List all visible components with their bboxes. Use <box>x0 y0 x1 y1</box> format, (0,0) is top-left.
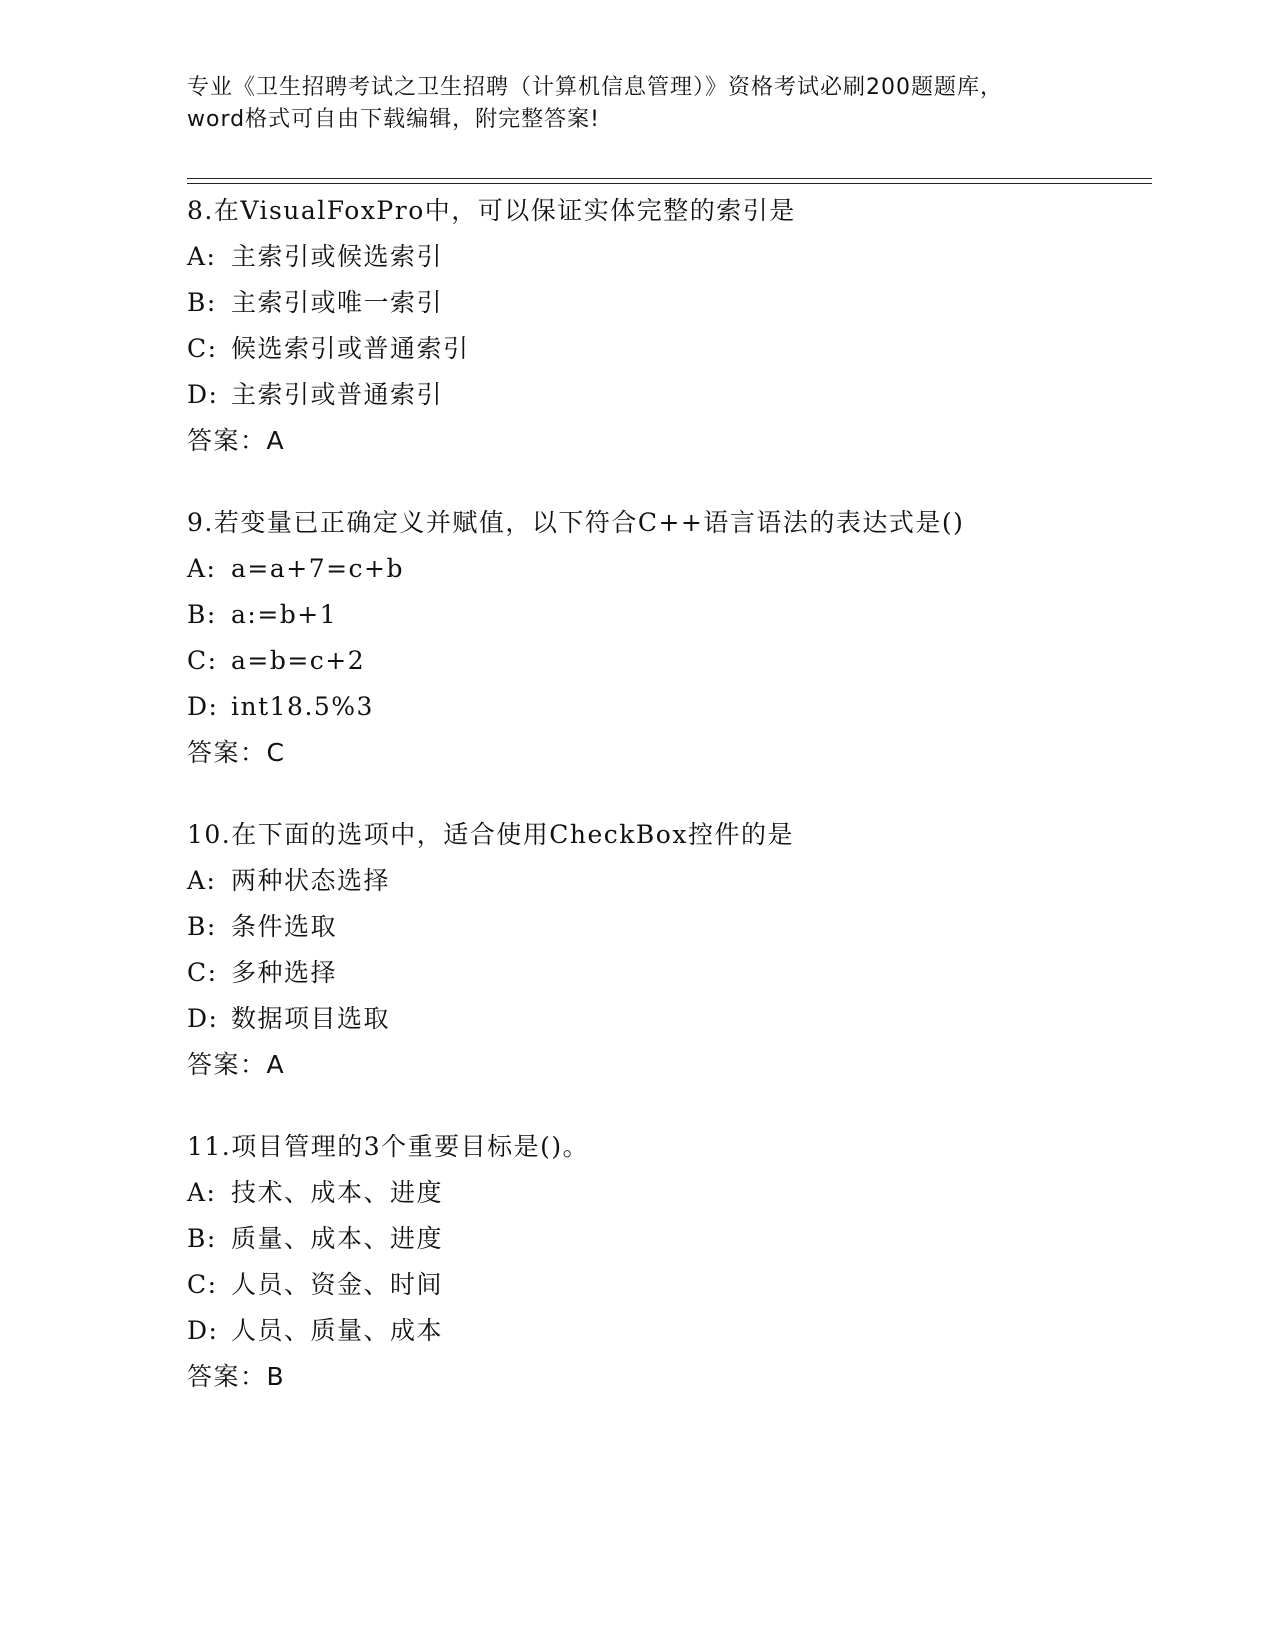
option-letter: A: <box>187 242 217 271</box>
option-letter: C: <box>187 958 218 987</box>
question-title: 9.若变量已正确定义并赋值，以下符合C++语言语法的表达式是() <box>187 508 965 537</box>
option-text: 多种选择 <box>231 958 338 987</box>
option-text: 两种状态选择 <box>231 866 391 895</box>
option-b <box>187 592 1152 638</box>
header-divider-top <box>187 178 1152 179</box>
option-b <box>187 280 1152 326</box>
option-letter: D: <box>187 380 219 409</box>
option-letter: A: <box>187 1178 217 1207</box>
question-11 <box>187 1124 1152 1400</box>
option-a <box>187 234 1152 280</box>
answer-label: 答案：B <box>187 1362 286 1391</box>
question-title: 8.在VisualFoxPro中，可以保证实体完整的索引是 <box>187 196 796 225</box>
option-letter: C: <box>187 334 218 363</box>
option-a <box>187 858 1152 904</box>
option-text: int18.5%3 <box>231 692 374 721</box>
option-a <box>187 1170 1152 1216</box>
option-letter: D: <box>187 692 219 721</box>
option-d <box>187 1308 1152 1354</box>
option-letter: D: <box>187 1004 219 1033</box>
option-letter: B: <box>187 1224 217 1253</box>
header-divider-bottom <box>187 183 1152 184</box>
option-text: 数据项目选取 <box>231 1004 391 1033</box>
option-text: 质量、成本、进度 <box>231 1224 444 1253</box>
option-text: 技术、成本、进度 <box>231 1178 444 1207</box>
option-letter: B: <box>187 288 217 317</box>
option-d <box>187 996 1152 1042</box>
document-header <box>187 72 1087 136</box>
option-c <box>187 638 1152 684</box>
answer-label: 答案：A <box>187 1050 286 1079</box>
option-c <box>187 326 1152 372</box>
question-list <box>187 188 1152 1436</box>
option-d <box>187 372 1152 418</box>
header-line-1: 专业《卫生招聘考试之卫生招聘（计算机信息管理）》资格考试必刷200题题库， <box>187 75 1003 100</box>
question-8 <box>187 188 1152 464</box>
option-letter: B: <box>187 912 217 941</box>
option-text: 主索引或唯一索引 <box>231 288 444 317</box>
option-letter: A: <box>187 866 217 895</box>
answer-label: 答案：A <box>187 426 286 455</box>
option-text: a:=b+1 <box>231 600 338 629</box>
option-text: 条件选取 <box>231 912 338 941</box>
option-letter: C: <box>187 646 218 675</box>
question-title: 11.项目管理的3个重要目标是()。 <box>187 1132 590 1161</box>
question-title: 10.在下面的选项中，适合使用CheckBox控件的是 <box>187 820 794 849</box>
option-a <box>187 546 1152 592</box>
option-letter: D: <box>187 1316 219 1345</box>
option-text: 主索引或候选索引 <box>231 242 444 271</box>
option-b <box>187 904 1152 950</box>
option-text: 人员、资金、时间 <box>231 1270 444 1299</box>
option-d <box>187 684 1152 730</box>
option-c <box>187 950 1152 996</box>
option-text: 人员、质量、成本 <box>231 1316 444 1345</box>
option-text: a=a+7=c+b <box>231 554 405 583</box>
option-c <box>187 1262 1152 1308</box>
option-text: a=b=c+2 <box>231 646 366 675</box>
option-text: 主索引或普通索引 <box>231 380 444 409</box>
option-letter: A: <box>187 554 217 583</box>
question-10 <box>187 812 1152 1088</box>
header-line-2: word格式可自由下载编辑，附完整答案! <box>187 107 600 132</box>
question-9 <box>187 500 1152 776</box>
option-letter: B: <box>187 600 217 629</box>
option-letter: C: <box>187 1270 218 1299</box>
option-b <box>187 1216 1152 1262</box>
answer-label: 答案：C <box>187 738 286 767</box>
option-text: 候选索引或普通索引 <box>231 334 470 363</box>
